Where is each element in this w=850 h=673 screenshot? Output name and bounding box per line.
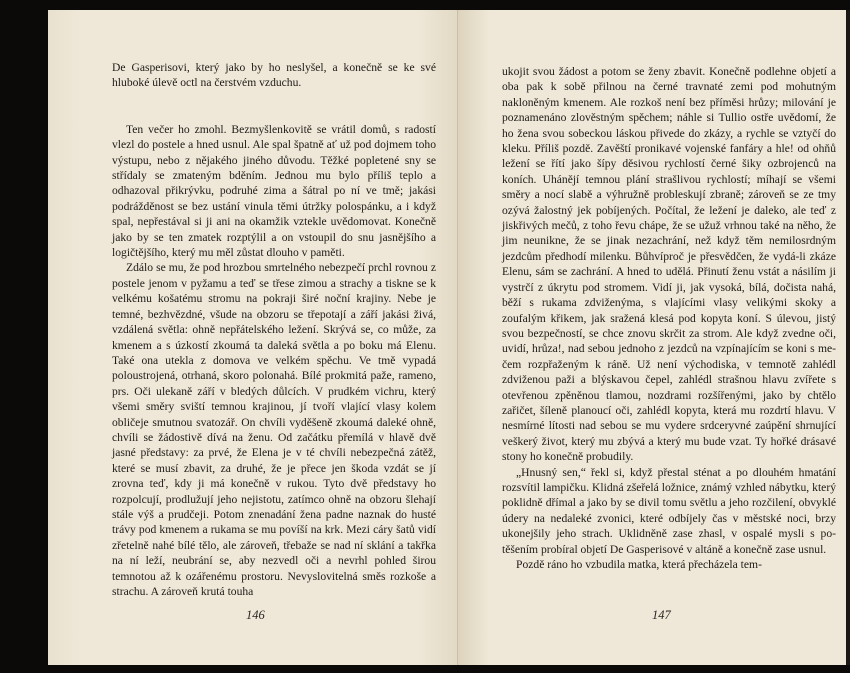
paragraph: Pozdě ráno ho vzbudila matka, která přecházela tem- xyxy=(516,558,762,571)
paragraph: Zdálo se mu, že pod hrozbou smrtelného nebezpečí prchl rovnou z postele jenom v pyžamu a teď se třese zimou a strachy a tiskne se k velkému košatému stromu na pokraji širé noční krajiny. Nebe je temné, bezhvězdné, všude na obzoru se třepotají a září jakási živá, vzdálená světla: ohně nepřátelského ležení. Skrývá se, co může, za kmenem a s úzkostí zkoumá ta daleká světla a po boku má Elenu. Také ona utekla z domova ve velkém spěchu. Ve tmě vypadá poloustrojená, otrhaná, skoro polonahá. Bílé prokmitá paže, rameno, prs. Oči ulekaně září v bledých důlcích. V prudkém vichru, který všemi směry sviští temnou krajinou, jí tvoří vlající vlasy kolem obličeje smutnou svatozář. On chvíli vyděšeně zkoumá daleké ohně, chvíli se žádostivě dívá na ženu. Od začátku přemílá v hlavě dvě jasné představy: za prvé, že Elena je v té chvíli nebezpečná zátěž, které se musí zbavit, za druhé, že je přece jen škoda vzdát se jí zrovna teď, kdy ji má konečně v rukou. Tyto dvě představy ho rozpolcují, prodlužují jeho nejistotu, zatímco ohně na obzoru šlehají stále výš a prudčeji. Potom znenadání žena padne naznak do husté trávy pod kmenem a rukama se mu povíší na krk. Mezi cáry šatů vidí zřetelně nahé bílé tělo, ale zároveň, třebaže se nad ní sklání a takřka na ní leží, neubrání se, aby nezvedl oči a nevrhl pohled širou temnotou až k ozářenému prostoru. Nevyslovitelná směs rozkoše a strachu. A zároveň krutá touha xyxy=(112,261,436,598)
paragraph: ukojit svou žádost a potom se ženy zbavit. Konečně podlehne objetí a oba pak k sobě přilnou na černé travnaté zemi pod mohutným nakloněným kmenem. Ale rozkoš není bez příměsi hrůzy; milování je poznamenáno zlověstným spěchem; náhle si Tullio ostře uvědomí, že ho žena svou sobeckou láskou přivede do zkázy, a rychle se vztyčí do kleku. Příliš pozdě. Zavěští pronikavé vojenské fanfáry a hle! od ohňů ležení se řítí jako šípy děsivou rychlostí černé šiky ozbrojenců na koních. Uhánějí temnou plání strašlivou rychlostí; míhají se všemi směry a nocí slabě a výhružně probleskují zbraně; zároveň se ze tmy ozývá žalostný jek pobíjených. Počítal, že ležení je daleko, ale teď z jiskřivých mečů, z toho řevu chápe, že se užuž vrhnou také na něho, že jim neunikne, že se jinak nezachrání, než když těm nemilosrdným jezdcům předhodí milenku. Bůhvíproč je přesvědčen, že vydá-li zkáze Elenu, sám se zachrání. A hned to udělá. Přinutí ženu vstát a násilím ji vystrčí z úkrytu pod stromem. Vidí ji, jak vysoká, bílá, dočista nahá, běží s rukama zdviženýma, s vlajícími vlasy velikými skoky a zoufalým křikem, jak sražená klesá pod kopyta koní. S úlevou, jistý svou bezpečností, se chce znovu skrčit za strom. Ale když zvedne oči, uvidí, hrůza!, nad sebou jednoho z jezdců na vzpínajícím se koni s mečem rozpřaženým k ráně. Už není východiska, v temnotě zahlédl zdviženou paži a blýskavou čepel, zahlédl strašnou hlavu zvířete s otevřenou zpěněnou tlamou, nozdrami rozšířenými, jako by chtělo zařičet, šíleně planoucí oči, zahlédl kopyta, která mu rozdrtí hlavu. V nesmírné lítosti nad sebou se mu vydere srdceryvné zaúpění shrnující veškerý život, který mu zbývá a který mu bude vzat. Ty hořké drásavé stony ho konečně probudily. xyxy=(502,65,836,464)
left-page-text xyxy=(112,60,436,599)
page-number: 147 xyxy=(652,608,671,622)
paragraph: Ten večer ho zmohl. Bezmyšlenkovitě se vrátil domů, s radostí vlezl do postele a hned usnul. Ale spal špatně ať už pod dojmem toho výstupu, nebo z nějakého jiného důvodu. Těžké popletené sny se střídaly se zmateným bděním. Jednou mu bylo příliš teplo a odhazoval přikrývku, podruhé zima a šátral po ní ve tmě; jakási podrážděnost se bez ustání vinula těmi útržky polospánku, a i když spal, nepřestával si ji ani na okamžik vztekle uvědomovat. Konečně jako by se ten zmatek rozptýlil a on vstoupil do snu jasnějšího a logičtějšího, který mu měl zůstat dlouho v paměti. xyxy=(112,122,436,260)
paragraph: „Hnusný sen,“ řekl si, když přestal sténat a po dlouhém hmatání rozsvítil lampičku. Klidná zšeřelá ložnice, známý vzhled nábytku, který poklidně dřímal a jako by se divil tomu světlu a jeho rozčilení, obvyklé údery na nedaleké zvonici, které odbíjely čas v městské noci, brzy ukonejšily jeho strach. Uklidněně zase zhasl, v ospalé mysli s potěšením probíral objetí De Gasperisové v altáně a konečně zase usnul. xyxy=(502,465,836,556)
right-page xyxy=(458,10,850,665)
right-page-text xyxy=(502,64,836,572)
page-edge-shadow xyxy=(846,10,850,665)
page-number: 146 xyxy=(246,608,265,622)
left-page xyxy=(48,10,458,665)
paragraph: De Gasperisovi, který jako by ho neslyšel, a konečně se ke své hluboké úlevě octl na čerstvém vzduchu. xyxy=(112,61,436,90)
